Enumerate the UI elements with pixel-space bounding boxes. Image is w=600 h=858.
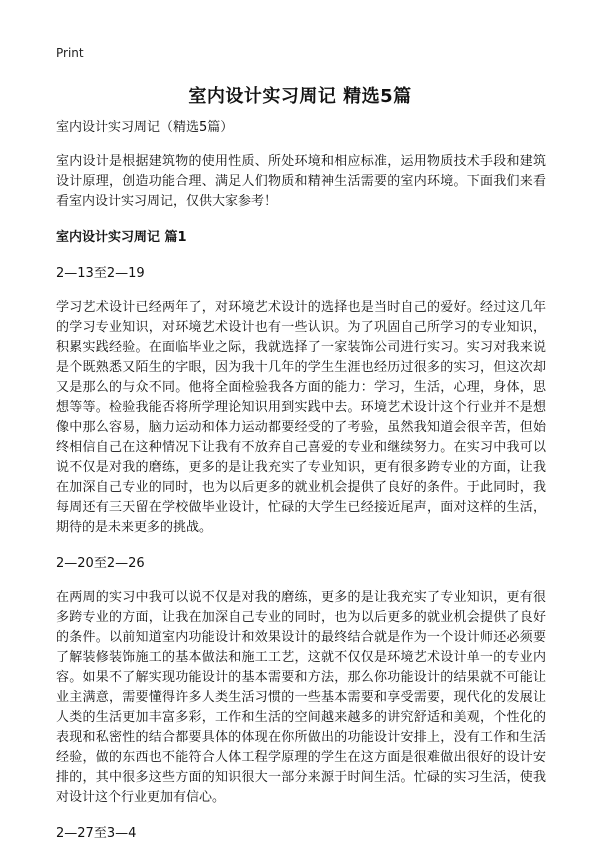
entry-paragraph: 学习艺术设计已经两年了，对环境艺术设计的选择也是当时自己的爱好。经过这几年的学习专业知识，对环境艺术设计也有一些认识。为了巩固自己所学习的专业知识，积累实践经验。在面临毕业之际，我就选择了一家装饰公司进行实习。实习对我来说是个既熟悉又陌生的字眼，因为我十几年的学生生涯也经历过很多的实习，但这次却又是那么的与众不同。他将全面检验我各方面的能力：学习，生活，心理，身体，思想等等。检验我能否将所学理论知识用到实践中去。环境艺术设计这个行业并不是想像中那么容易，脑力运动和体力运动都要经受的了考验，虽然我知道会很辛苦，但始终相信自己在这种情况下让我有不放弃自己喜爱的专业和继续努力。在实习中我可以说不仅是对我的磨练，更多的是让我充实了专业知识，更有很多跨专业的方面，让我在加深自己专业的同时，也为以后更多的就业机会提供了良好的条件。于此同时，我每周还有三天留在学校做毕业设计，忙碌的大学生已经接近尾声，面对这样的生活，期待的是未来更多的挑战。	[56, 300, 546, 535]
document-subtitle: 室内设计实习周记（精选5篇）	[56, 120, 234, 135]
section-heading: 室内设计实习周记 篇1	[56, 230, 187, 245]
entry-date: 2—13至2—19	[56, 266, 145, 281]
print-link[interactable]: Print	[56, 46, 84, 60]
entry-paragraph: 在两周的实习中我可以说不仅是对我的磨练，更多的是让我充实了专业知识，更有很多跨专业的方面，让我在加深自己专业的同时，也为以后更多的就业机会提供了良好的条件。以前知道室内功能设计和效果设计的最终结合就是作为一个设计师还必须要了解装修装饰施工的基本做法和施工工艺，这就不仅仅是环境艺术设计单一的专业内容。如果不了解实现功能设计的基本需要和方法，那么你功能设计的结果就不可能让业主满意，需要懂得许多人类生活习惯的一些基本需要和享受需要，现代化的发展让人类的生活更加丰富多彩，工作和生活的空间越来越多的讲究舒适和美观，个性化的表现和私密性的结合都要具体的体现在你所做出的功能设计安排上，没有工作和生活经验，做的东西也不能符合人体工程学原理的学生在这方面是很难做出很好的设计安排的，其中很多这些方面的知识很大一部分来源于时间生活。忙碌的实习生活，使我对设计这个行业更加有信心。	[56, 590, 546, 805]
entry-date: 2—20至2—26	[56, 556, 145, 571]
entry-date: 2—27至3—4	[56, 826, 137, 841]
page-title: 室内设计实习周记 精选5篇	[188, 86, 412, 107]
intro-paragraph: 室内设计是根据建筑物的使用性质、所处环境和相应标准，运用物质技术手段和建筑设计原理，创造功能合理、满足人们物质和精神生活需要的室内环境。下面我们来看看室内设计实习周记，仅供大家参考！	[56, 154, 546, 209]
document-body	[56, 118, 546, 858]
